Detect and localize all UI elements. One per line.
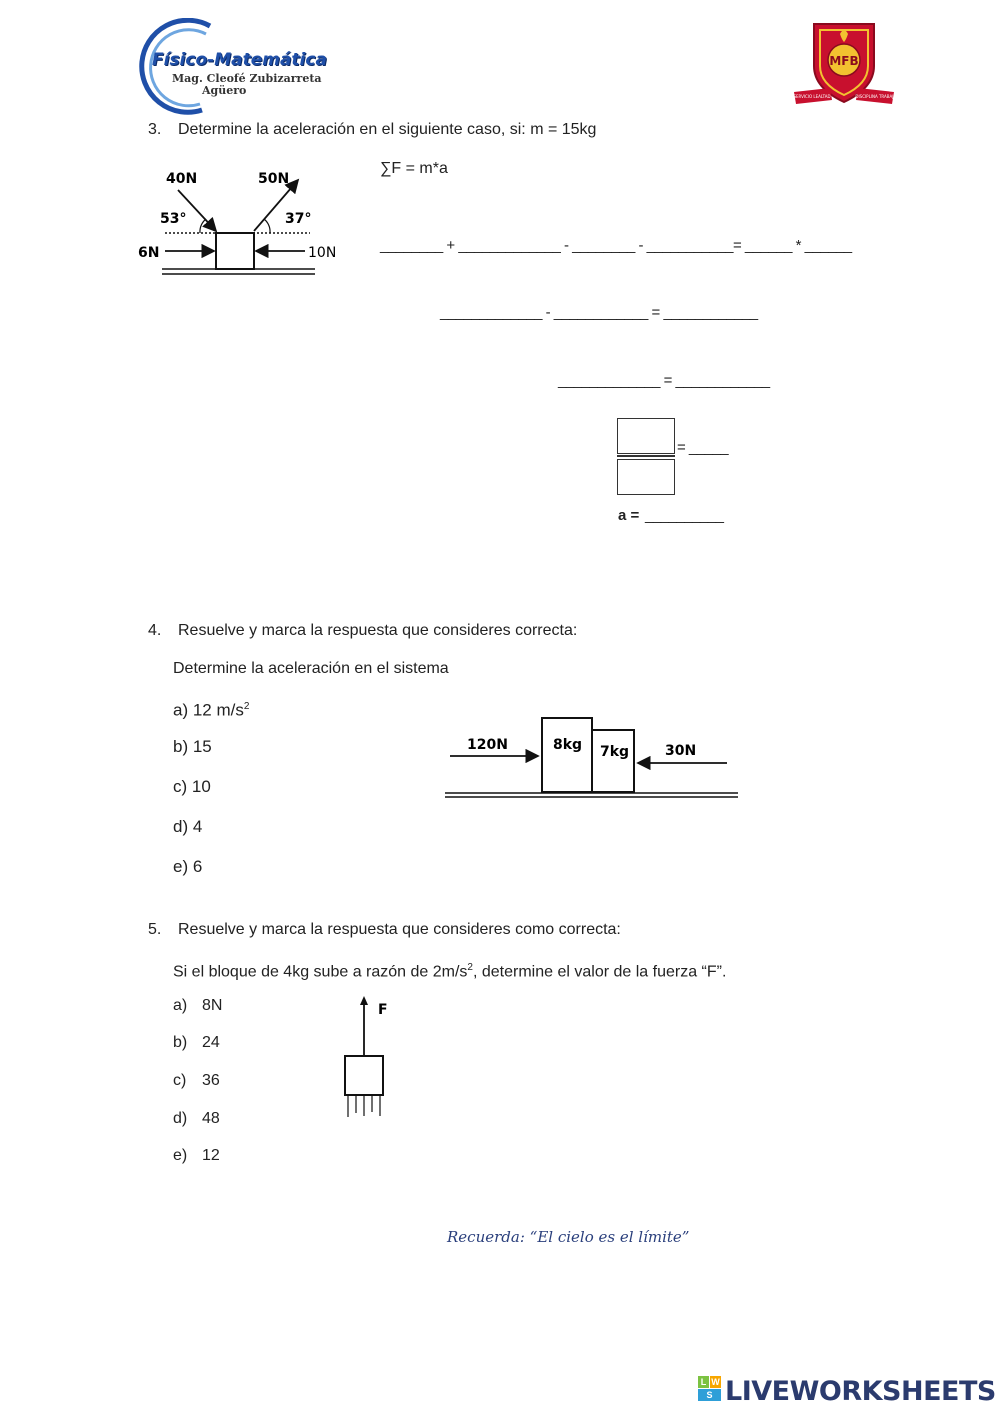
q5-option-b-value: 24	[202, 1034, 220, 1051]
q4-mass2-label: 7kg	[600, 744, 630, 760]
q4-option-a[interactable]	[173, 697, 249, 721]
q5-option-e-value: 12	[202, 1147, 220, 1164]
q3-answer-label: a =	[618, 507, 640, 524]
q4-option-d[interactable]: d) 4	[173, 817, 203, 836]
q5-prompt	[173, 958, 726, 982]
q5-force-label: F	[378, 1002, 388, 1018]
q3-formula: ∑F = m*a	[380, 160, 448, 177]
q4-mass1-label: 8kg	[553, 737, 583, 753]
q3-angle1-label: 53°	[160, 211, 187, 227]
q5-option-b[interactable]	[173, 1033, 220, 1053]
q4-block-8kg	[542, 718, 592, 792]
crest-ribbon-left: SERVICIO LEALTAD	[793, 94, 831, 99]
q4-block-7kg	[592, 730, 634, 792]
footer-quote: Recuerda: “El cielo es el límite”	[447, 1228, 690, 1246]
logo-author-2: Agüero	[202, 84, 247, 97]
q4-option-c[interactable]: c) 10	[173, 777, 211, 796]
q3-angle2-label: 37°	[285, 211, 312, 227]
q5-number: 5.	[148, 921, 162, 938]
q3-f1-label: 40N	[166, 171, 198, 187]
q5-option-e[interactable]	[173, 1146, 220, 1166]
q5-option-d-letter: d)	[173, 1110, 188, 1127]
q4-right-force-label: 30N	[665, 743, 697, 759]
q3-denominator-box[interactable]	[617, 459, 675, 495]
q5-option-c-letter: c)	[173, 1072, 187, 1089]
logo-author: Mag. Cleofé Zubizarreta	[172, 72, 322, 85]
q3-f2-label: 50N	[258, 171, 290, 187]
liveworksheets-brand[interactable]	[698, 1376, 996, 1412]
q5-option-d-value: 48	[202, 1110, 220, 1127]
q3-fraction-bar	[617, 455, 675, 457]
q5-option-b-letter: b)	[173, 1034, 188, 1051]
q4-option-e[interactable]: e) 6	[173, 857, 203, 876]
q4-option-b[interactable]: b) 15	[173, 737, 212, 756]
q4-option-a-label: a) 12 m/s	[173, 700, 244, 720]
q3-blank-line-2[interactable]: _____________ - ____________ = ____________	[440, 304, 758, 321]
q3-force-diagram	[130, 165, 350, 280]
q5-option-a[interactable]	[173, 996, 223, 1016]
q3-block	[216, 233, 254, 269]
q5-text: Resuelve y marca la respuesta que consideres como correcta:	[178, 921, 621, 938]
q5-block-diagram	[335, 992, 405, 1122]
q3-blank-line-3[interactable]: _____________ = ____________	[558, 372, 770, 389]
q5-prompt-b: , determine el valor de la fuerza “F”.	[472, 963, 727, 981]
q4-option-a-exp: 2	[243, 701, 250, 712]
logo-title: Físico-Matemática	[152, 50, 327, 70]
q5-option-a-letter: a)	[173, 997, 188, 1014]
q4-prompt: Determine la aceleración en el sistema	[173, 660, 449, 677]
crest-ribbon-right: DISCIPLINA TRABAJO	[855, 94, 896, 99]
q5-option-e-letter: e)	[173, 1147, 188, 1164]
logo-fisico-matematica	[122, 18, 327, 118]
brand-text: LIVEWORKSHEETS	[725, 1376, 996, 1407]
q3-answer-blank[interactable]: __________	[645, 507, 724, 524]
crest-initials: MFB	[829, 54, 859, 68]
school-crest	[792, 16, 896, 108]
q3-text: Determine la aceleración en el siguiente caso, si: m = 15kg	[178, 121, 597, 138]
q4-left-force-label: 120N	[467, 737, 508, 753]
q5-prompt-exp: 2	[467, 962, 473, 973]
q3-right-force-label: 10N	[308, 245, 337, 261]
q3-blank-line-1[interactable]: ________ + _____________ - ________ - ___________= ______ * ______	[380, 237, 852, 254]
q3-fraction-result[interactable]: = _____	[677, 439, 729, 456]
q3-left-force-label: 6N	[138, 245, 160, 261]
brand-logo-icon: L W S	[698, 1376, 722, 1402]
q5-prompt-a: Si el bloque de 4kg sube a razón de 2m/s	[173, 963, 468, 981]
q3-numerator-box[interactable]	[617, 418, 675, 454]
q4-blocks-diagram	[440, 712, 740, 802]
q4-number: 4.	[148, 622, 162, 639]
q5-option-c[interactable]	[173, 1071, 220, 1091]
q5-block	[345, 1056, 383, 1095]
q5-option-a-value: 8N	[202, 997, 223, 1014]
q4-text: Resuelve y marca la respuesta que consideres correcta:	[178, 622, 578, 639]
q5-option-c-value: 36	[202, 1072, 220, 1089]
q5-option-d[interactable]	[173, 1109, 220, 1129]
q3-number: 3.	[148, 121, 162, 138]
